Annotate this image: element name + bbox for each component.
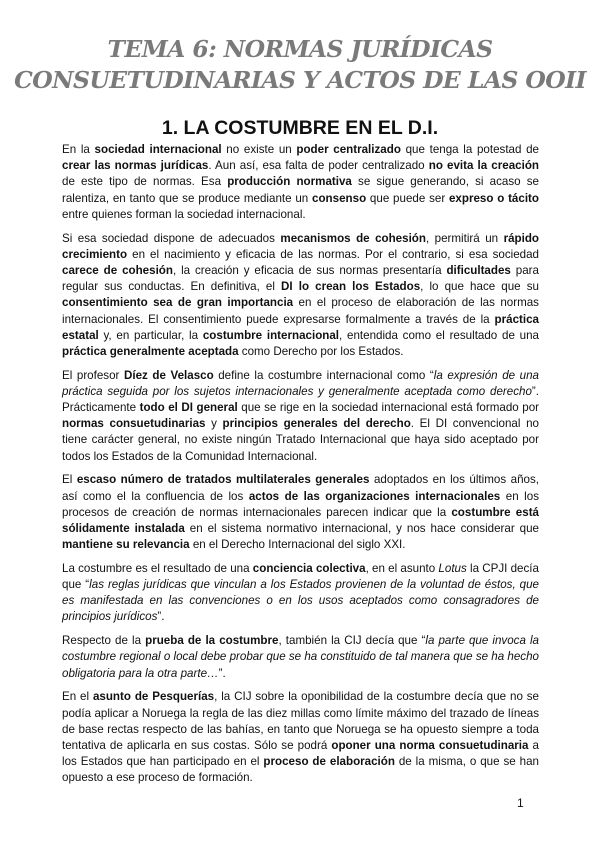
text-run: El profesor: [62, 368, 124, 382]
bold-text: crear las normas jurídicas: [62, 159, 209, 173]
text-run: En el: [62, 690, 93, 704]
text-run: ”. Prácticamente: [62, 384, 539, 415]
bold-text: oponer una norma consuetudinaria: [331, 738, 529, 752]
text-run: ”.: [218, 666, 226, 680]
italic-quote: Lotus: [438, 561, 467, 575]
text-run: adoptados en los últimos años, así como el la confluencia de los: [62, 473, 540, 503]
bold-text: Díez de Velasco: [123, 368, 214, 382]
bold-text: prueba de la costumbre: [145, 634, 279, 648]
bold-text: mantiene su relevancia: [62, 538, 190, 552]
paragraph: [62, 368, 539, 465]
document-title: [0, 34, 600, 96]
bold-text: conciencia colectiva: [252, 561, 366, 575]
bold-text: mecanismos de cohesión: [280, 231, 426, 245]
text-run: en el sistema normativo internacional, y nos hace considerar que: [184, 521, 539, 535]
bold-text: costumbre está sólidamente instalada: [62, 505, 539, 535]
italic-quote: la expresión de una práctica seguida por los sujetos internacionales y generalmente aceptada como derecho: [62, 368, 539, 398]
paragraph: [62, 231, 539, 361]
text-run: en el Derecho Internacional del siglo XXI.: [189, 538, 406, 552]
bold-text: poder centralizado: [296, 143, 401, 156]
text-run: y: [205, 417, 223, 431]
bold-text: sociedad internacional: [94, 143, 222, 156]
text-run: define la costumbre internacional como “: [213, 368, 434, 382]
text-run: a los Estados que han participado en el: [62, 738, 539, 769]
text-run: no existe un: [221, 143, 297, 156]
text-run: como Derecho por los Estados.: [238, 344, 404, 358]
text-run: en el nacimiento y eficacia de las normas. Por el contrario, si esa sociedad: [127, 247, 539, 261]
text-run: Respecto de la: [62, 634, 146, 648]
bold-text: producción normativa: [227, 175, 352, 189]
document-body: [62, 142, 539, 794]
text-run: , entendida como el resultado de una: [339, 328, 539, 342]
bold-text: costumbre internacional: [202, 328, 340, 342]
text-run: se sigue generando, si acaso se ralentiza, en tanto que se produce mediante un: [62, 175, 539, 205]
bold-text: escaso número de tratados multilaterales generales: [76, 473, 370, 487]
bold-text: asunto de Pesquerías: [92, 690, 215, 704]
bold-text: DI lo crean los Estados: [281, 280, 421, 294]
text-run: y, en particular, la: [98, 328, 203, 342]
text-run: , permitirá un: [425, 231, 504, 245]
bold-text: práctica estatal: [62, 312, 539, 342]
text-run: La costumbre es el resultado de una: [62, 561, 253, 575]
text-run: para regular sus conductas. En definitiva, el: [62, 263, 539, 294]
text-run: , también la CIJ decía que “: [278, 634, 426, 648]
paragraph: [62, 633, 539, 682]
text-run: . Aun así, esa falta de poder centralizado: [208, 159, 429, 173]
text-run: , lo que hace que su: [420, 280, 539, 294]
bold-text: normas consuetudinarias: [62, 417, 206, 431]
text-run: . El DI convencional no tiene carácter general, no existe ningún Tratado Internacional que haya sido aceptado por todos los Estados de la Comunidad Internacional.: [62, 417, 539, 463]
text-run: El: [62, 473, 77, 487]
bold-text: principios generales del derecho: [222, 417, 411, 431]
paragraph: [62, 142, 539, 223]
title-line: CONSUETUDINARIAS Y ACTOS DE LAS OOII: [14, 66, 586, 94]
text-run: , en el asunto: [365, 561, 439, 575]
text-run: en los procesos de creación de normas internacionales parecen indicar que la: [62, 489, 539, 519]
text-run: de este tipo de normas. Esa: [62, 175, 228, 189]
text-run: entre quienes forman la sociedad internacional.: [62, 207, 306, 221]
italic-quote: la parte que invoca la costumbre regional o local debe probar que se ha constituido de tal manera que se ha hecho obligatoria para la otra parte…: [62, 634, 539, 680]
bold-text: actos de las organizaciones internacionales: [248, 489, 501, 503]
bold-text: expreso o tácito: [448, 191, 539, 205]
text-run: , la CIJ sobre la oponibilidad de la costumbre decía que no se podía aplicar a Noruega la regla de las diez millas como límite máximo del trazado de líneas de base rectas respecto de las bahías, en tanto que Noruega se ha opuesto siempre a toda tentativa de aplicarla en sus costas. Sólo se podrá: [62, 690, 540, 752]
bold-text: carece de cohesión: [62, 263, 173, 277]
title-line: TEMA 6: NORMAS JURÍDICAS: [107, 35, 493, 63]
text-run: que se rige en la sociedad internacional está formado por: [237, 401, 539, 415]
text-run: , la creación y eficacia de sus normas presentaría: [172, 263, 447, 277]
page-number: 1: [517, 796, 524, 810]
text-run: Si esa sociedad dispone de adecuados: [62, 231, 281, 245]
bold-text: proceso de elaboración: [263, 755, 395, 769]
italic-quote: las reglas jurídicas que vinculan a los Estados provienen de la voluntad de éstos, que es manifestada en las convenciones o en los usos aceptados como consagradores de principios jurídicos: [62, 578, 539, 624]
bold-text: consenso: [312, 191, 367, 205]
bold-text: dificultades: [446, 263, 511, 277]
section-heading: 1. LA COSTUMBRE EN EL D.I.: [161, 117, 439, 139]
bold-text: no evita la creación: [428, 159, 539, 173]
text-run: ”.: [157, 610, 165, 624]
text-run: que puede ser: [366, 191, 449, 205]
text-run: En la: [62, 143, 95, 156]
paragraph: [62, 561, 539, 626]
text-run: que tenga la potestad de: [400, 143, 540, 156]
text-run: en el proceso de elaboración de las normas internacionales. El consentimiento puede expresarse formalmente a través de la: [62, 296, 539, 326]
paragraph: [62, 689, 539, 786]
bold-text: consentimiento sea de gran importancia: [62, 296, 294, 310]
text-run: la CPJI decía que “: [62, 561, 539, 592]
bold-text: todo el DI general: [139, 401, 238, 415]
bold-text: práctica generalmente aceptada: [62, 344, 239, 358]
paragraph: [62, 472, 539, 553]
bold-text: rápido crecimiento: [62, 231, 539, 261]
text-run: de la misma, o que se han opuesto a ese proceso de formación.: [62, 755, 539, 785]
